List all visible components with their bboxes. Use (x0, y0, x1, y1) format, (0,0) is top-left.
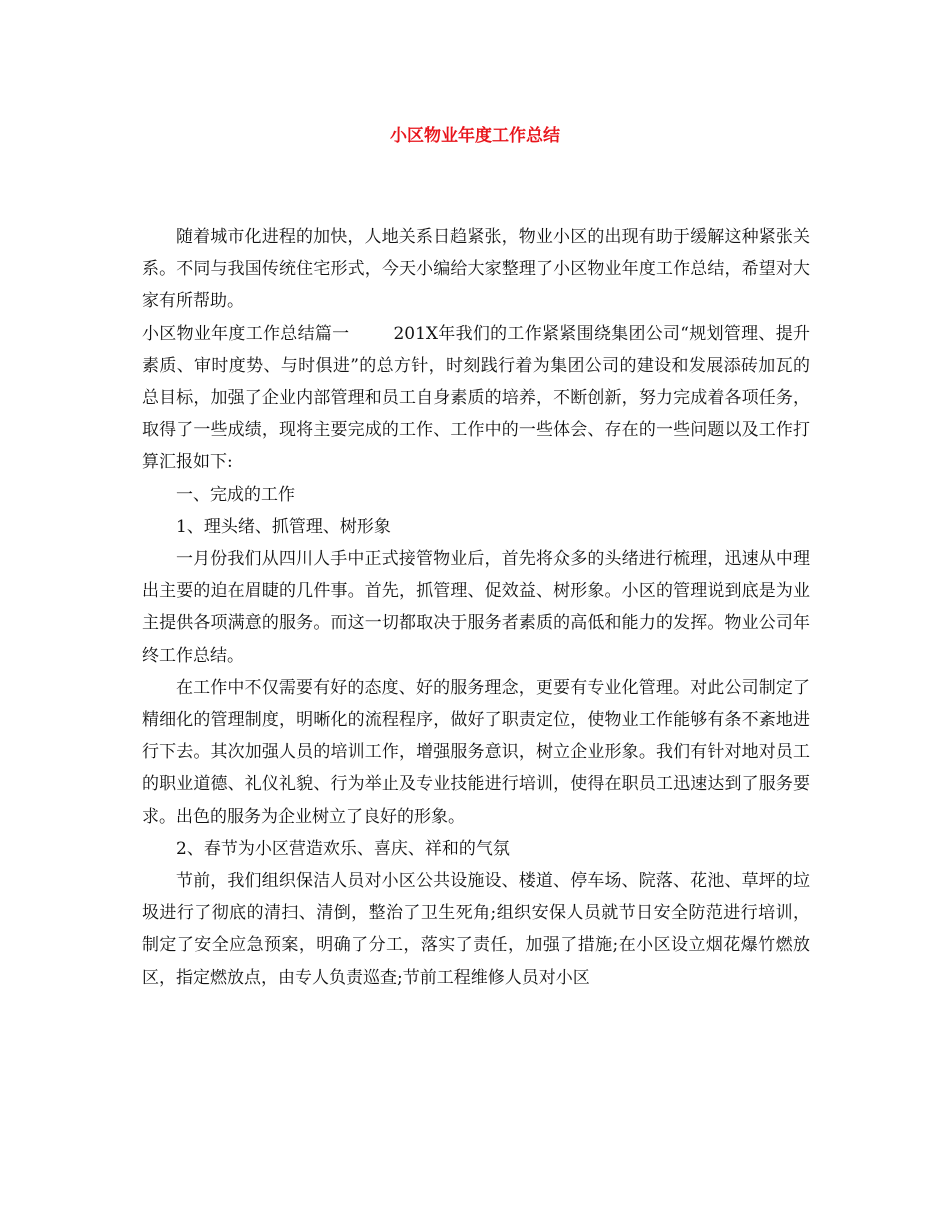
subheading-management: 1、理头绪、抓管理、树形象 (176, 516, 391, 537)
paragraph-holiday-prep: 节前，我们组织保洁人员对小区公共设施设、楼道、停车场、院落、花池、草坪的垃圾进行了彻底的清扫、清倒，整治了卫生死角;组织安保人员就节日安全防范进行培训，制定了安全应急预案，明确了分工，落实了责任，加强了措施;在小区设立烟花爆竹燃放区，指定燃放点，由专人负责巡查;节前工程维修人员对小区 (142, 871, 810, 988)
paragraph-takeover: 一月份我们从四川人手中正式接管物业后，首先将众多的头绪进行梳理，迅速从中理出主要的迫在眉睫的几件事。首先，抓管理、促效益、树形象。小区的管理说到底是为业主提供各项满意的服务。而这一切都取决于服务者素质的高低和能力的发挥。物业公司年终工作总结。 (142, 549, 810, 666)
subheading-spring-festival: 2、春节为小区营造欢乐、喜庆、祥和的气氛 (176, 838, 510, 859)
heading-completed-work: 一、完成的工作 (176, 484, 295, 505)
paragraph-intro: 随着城市化进程的加快，人地关系日趋紧张，物业小区的出现有助于缓解这种紧张关系。不同与我国传统住宅形式，今天小编给大家整理了小区物业年度工作总结，希望对大家有所帮助。 (142, 227, 810, 312)
document-body (142, 221, 810, 994)
section-one-text: 201X年我们的工作紧紧围绕集团公司“规划管理、提升素质、审时度势、与时俱进”的总方针，时刻践行着为集团公司的建设和发展添砖加瓦的总目标，加强了企业内部管理和员工自身素质的培养，不断创新，努力完成着各项任务，取得了一些成绩，现将主要完成的工作、工作中的一些体会、存在的一些问题以及工作打算汇报如下: (142, 323, 811, 473)
document-title: 小区物业年度工作总结 (390, 126, 560, 146)
section-heading-inline: 小区物业年度工作总结篇一 (142, 323, 350, 344)
paragraph-professional-management: 在工作中不仅需要有好的态度、好的服务理念，更要有专业化管理。对此公司制定了精细化的管理制度，明晰化的流程程序，做好了职责定位，使物业工作能够有条不紊地进行下去。其次加强人员的培训工作，增强服务意识，树立企业形象。我们有针对地对员工的职业道德、礼仪礼貌、行为举止及专业技能进行培训，使得在职员工迅速达到了服务要求。出色的服务为企业树立了良好的形象。 (142, 677, 810, 827)
paragraph-section-one (142, 318, 810, 479)
